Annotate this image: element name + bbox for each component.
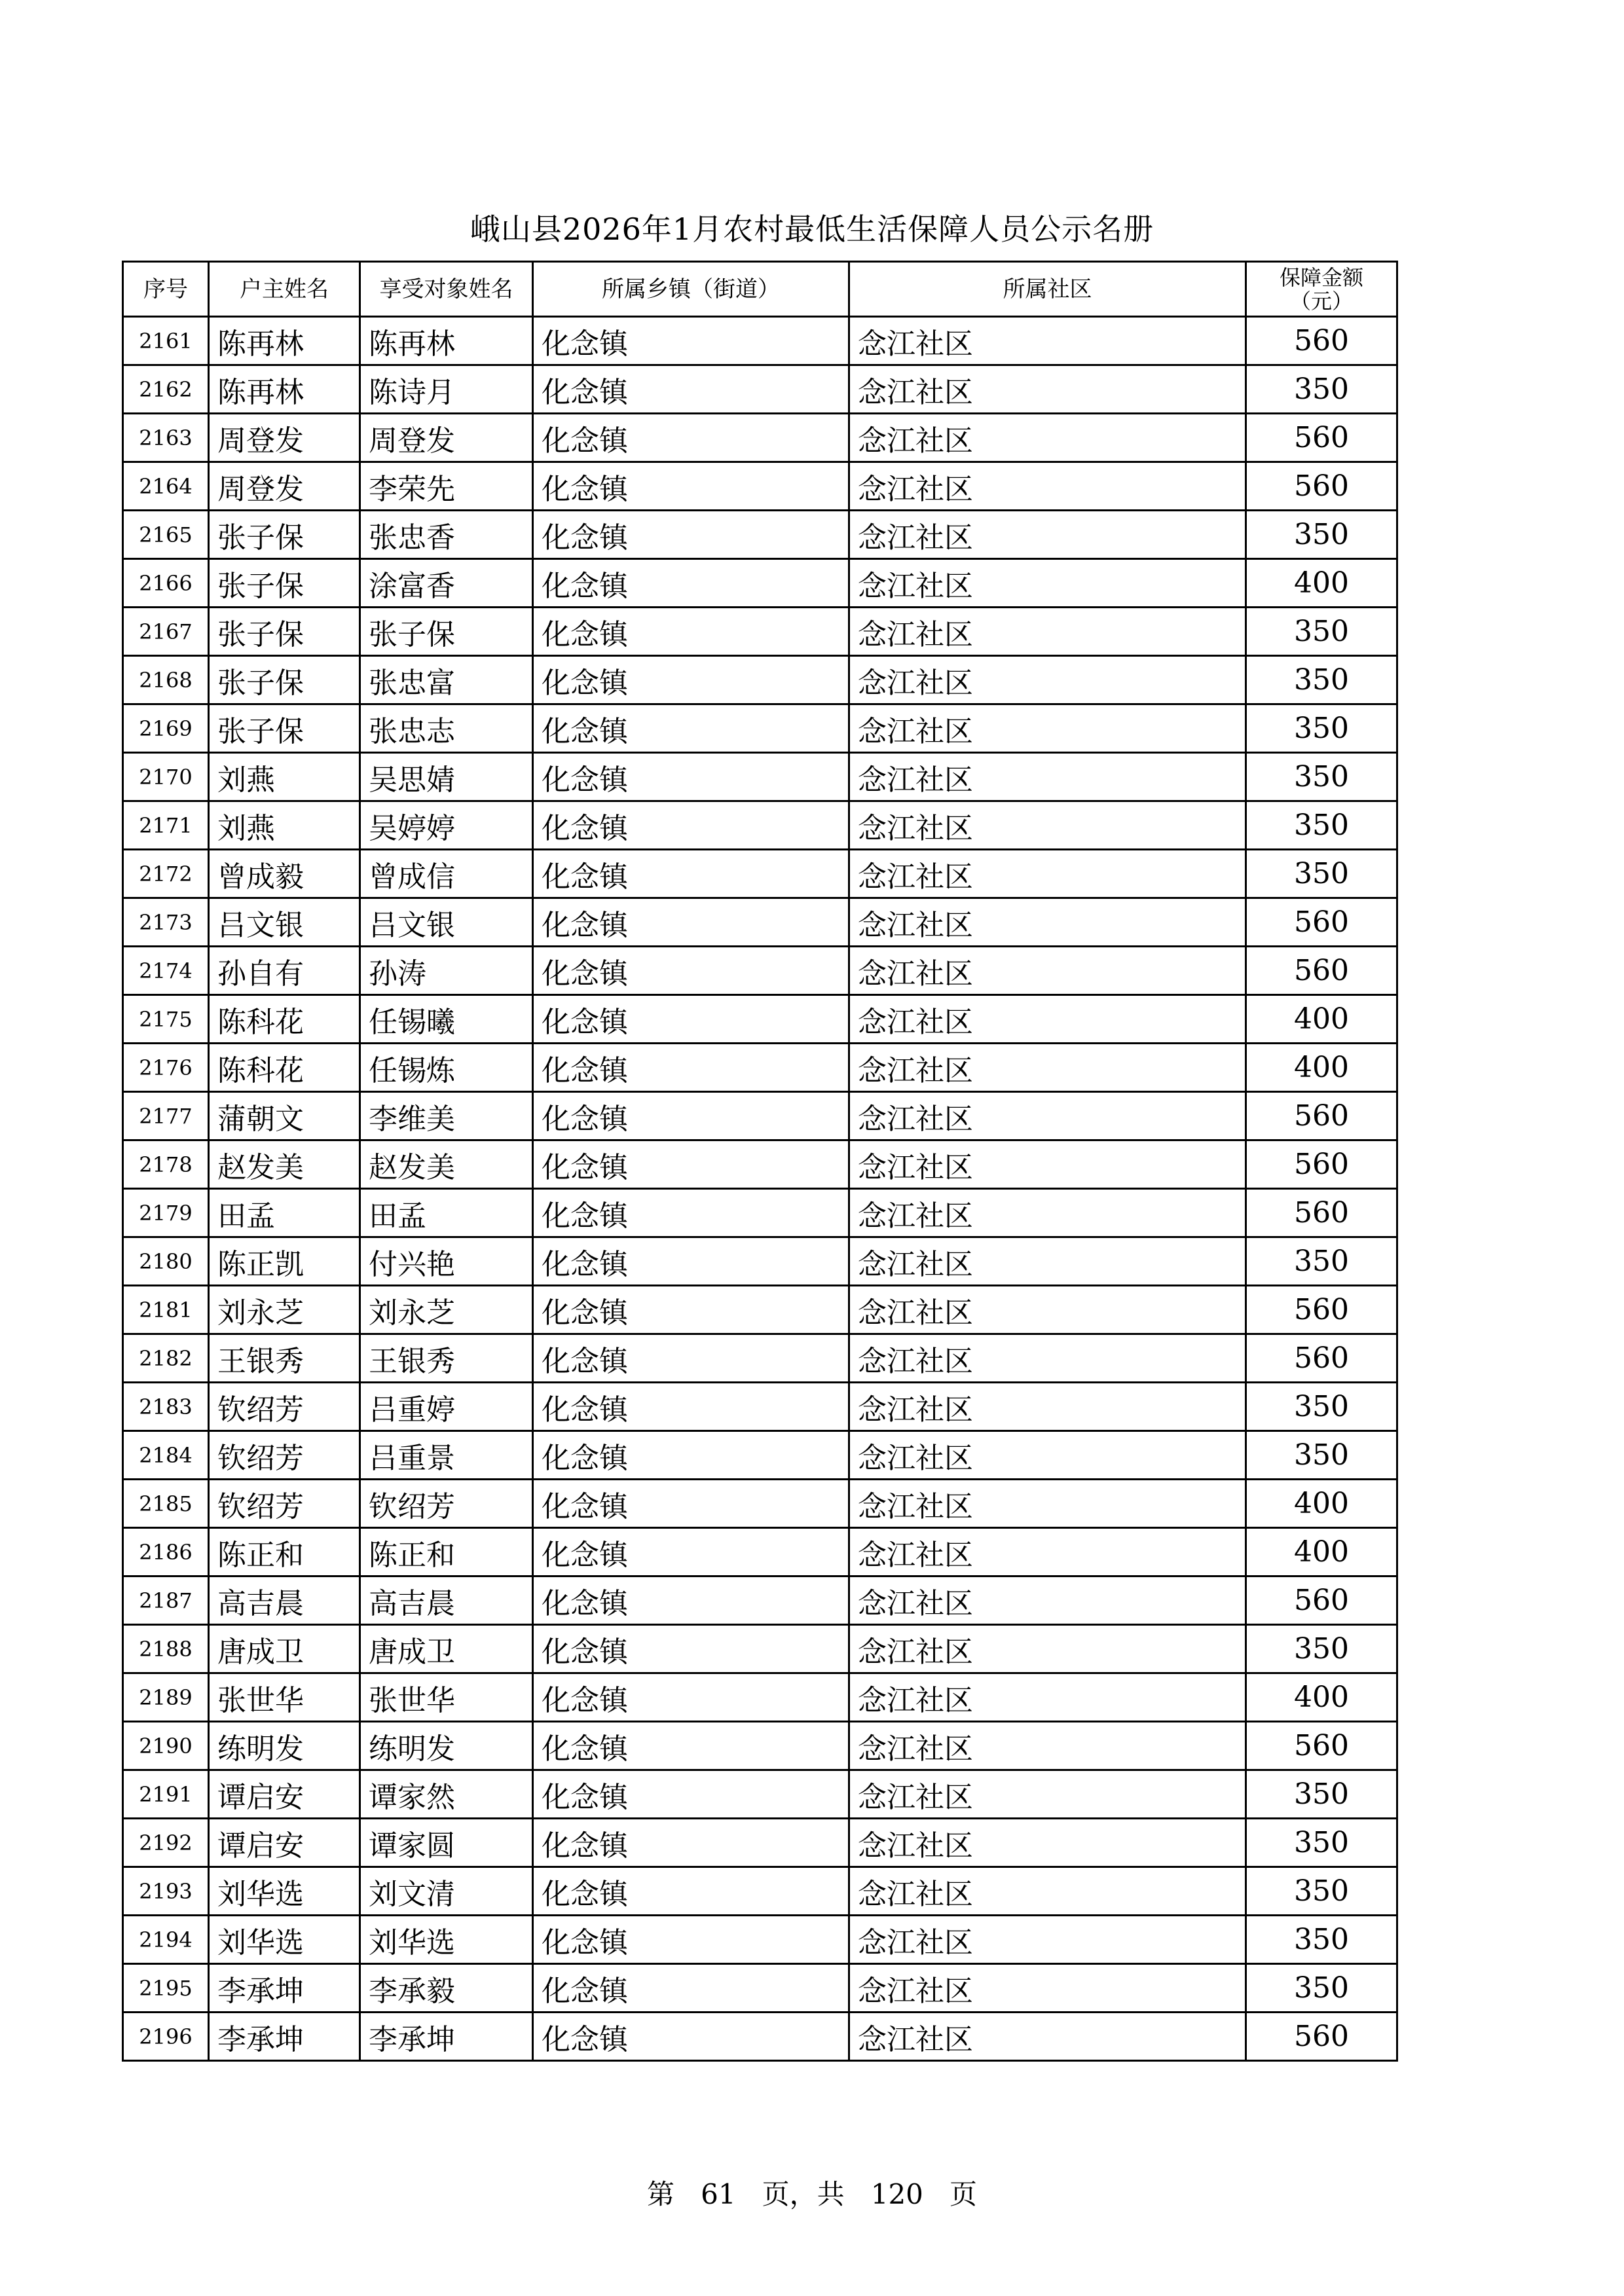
header-seq: 序号 <box>123 262 209 317</box>
table-row <box>123 1237 1397 1286</box>
cell-community: 念江社区 <box>849 753 1246 801</box>
cell-beneficiary: 张忠香 <box>360 511 533 559</box>
table-row <box>123 317 1397 365</box>
cell-town: 化念镇 <box>533 365 849 414</box>
table-row <box>123 1383 1397 1431</box>
cell-householder: 张子保 <box>209 656 360 704</box>
cell-amount: 560 <box>1246 2013 1397 2061</box>
cell-community: 念江社区 <box>849 608 1246 656</box>
cell-amount: 350 <box>1246 365 1397 414</box>
cell-community: 念江社区 <box>849 2013 1246 2061</box>
cell-beneficiary: 练明发 <box>360 1722 533 1770</box>
table-row <box>123 995 1397 1044</box>
cell-householder: 钦绍芳 <box>209 1383 360 1431</box>
cell-beneficiary: 李维美 <box>360 1092 533 1140</box>
cell-town: 化念镇 <box>533 1286 849 1334</box>
cell-seq: 2167 <box>123 608 209 656</box>
cell-community: 念江社区 <box>849 1383 1246 1431</box>
footer-prefix: 第 <box>647 2178 675 2210</box>
table-row <box>123 1964 1397 2013</box>
cell-beneficiary: 吕重婷 <box>360 1383 533 1431</box>
cell-amount: 350 <box>1246 704 1397 753</box>
table-row <box>123 2013 1397 2061</box>
cell-beneficiary: 高吉晨 <box>360 1576 533 1625</box>
header-community: 所属社区 <box>849 262 1246 317</box>
cell-amount: 560 <box>1246 898 1397 947</box>
cell-town: 化念镇 <box>533 995 849 1044</box>
table-row <box>123 704 1397 753</box>
cell-seq: 2176 <box>123 1044 209 1092</box>
cell-seq: 2165 <box>123 511 209 559</box>
cell-town: 化念镇 <box>533 801 849 850</box>
cell-community: 念江社区 <box>849 1237 1246 1286</box>
cell-amount: 560 <box>1246 1140 1397 1189</box>
cell-community: 念江社区 <box>849 1916 1246 1964</box>
cell-seq: 2184 <box>123 1431 209 1480</box>
cell-town: 化念镇 <box>533 1431 849 1480</box>
table-row <box>123 1334 1397 1383</box>
cell-seq: 2166 <box>123 559 209 608</box>
cell-town: 化念镇 <box>533 414 849 462</box>
table-row <box>123 365 1397 414</box>
cell-community: 念江社区 <box>849 1189 1246 1237</box>
cell-community: 念江社区 <box>849 559 1246 608</box>
cell-householder: 刘华选 <box>209 1916 360 1964</box>
cell-amount: 560 <box>1246 1722 1397 1770</box>
cell-householder: 陈科花 <box>209 1044 360 1092</box>
table-row <box>123 1528 1397 1576</box>
cell-householder: 孙自有 <box>209 947 360 995</box>
cell-householder: 陈科花 <box>209 995 360 1044</box>
cell-beneficiary: 刘永芝 <box>360 1286 533 1334</box>
cell-amount: 350 <box>1246 608 1397 656</box>
cell-beneficiary: 任锡曦 <box>360 995 533 1044</box>
table-header <box>123 262 1397 317</box>
cell-community: 念江社区 <box>849 1044 1246 1092</box>
cell-beneficiary: 吕文银 <box>360 898 533 947</box>
cell-beneficiary: 张世华 <box>360 1673 533 1722</box>
cell-householder: 谭启安 <box>209 1819 360 1867</box>
cell-householder: 陈再林 <box>209 317 360 365</box>
cell-seq: 2183 <box>123 1383 209 1431</box>
table-row <box>123 1576 1397 1625</box>
cell-seq: 2185 <box>123 1480 209 1528</box>
cell-seq: 2188 <box>123 1625 209 1673</box>
cell-town: 化念镇 <box>533 1770 849 1819</box>
cell-householder: 王银秀 <box>209 1334 360 1383</box>
cell-community: 念江社区 <box>849 414 1246 462</box>
cell-community: 念江社区 <box>849 898 1246 947</box>
cell-community: 念江社区 <box>849 1819 1246 1867</box>
cell-town: 化念镇 <box>533 1576 849 1625</box>
cell-seq: 2163 <box>123 414 209 462</box>
cell-beneficiary: 赵发美 <box>360 1140 533 1189</box>
cell-community: 念江社区 <box>849 947 1246 995</box>
cell-householder: 陈再林 <box>209 365 360 414</box>
cell-beneficiary: 周登发 <box>360 414 533 462</box>
table-row <box>123 850 1397 898</box>
cell-seq: 2181 <box>123 1286 209 1334</box>
cell-community: 念江社区 <box>849 1673 1246 1722</box>
cell-beneficiary: 张子保 <box>360 608 533 656</box>
table-row <box>123 1819 1397 1867</box>
cell-town: 化念镇 <box>533 1140 849 1189</box>
cell-town: 化念镇 <box>533 1673 849 1722</box>
table-row <box>123 559 1397 608</box>
cell-householder: 李承坤 <box>209 1964 360 2013</box>
roster-table <box>122 261 1398 2062</box>
cell-beneficiary: 付兴艳 <box>360 1237 533 1286</box>
footer-middle: 页，共 <box>762 2178 845 2210</box>
cell-town: 化念镇 <box>533 656 849 704</box>
cell-seq: 2187 <box>123 1576 209 1625</box>
cell-seq: 2192 <box>123 1819 209 1867</box>
cell-beneficiary: 张忠志 <box>360 704 533 753</box>
cell-seq: 2177 <box>123 1092 209 1140</box>
header-amount-unit: （元） <box>1289 288 1353 314</box>
cell-seq: 2182 <box>123 1334 209 1383</box>
cell-householder: 钦绍芳 <box>209 1480 360 1528</box>
cell-community: 念江社区 <box>849 1770 1246 1819</box>
cell-householder: 张子保 <box>209 511 360 559</box>
cell-householder: 钦绍芳 <box>209 1431 360 1480</box>
cell-community: 念江社区 <box>849 1334 1246 1383</box>
cell-beneficiary: 谭家然 <box>360 1770 533 1819</box>
cell-seq: 2194 <box>123 1916 209 1964</box>
cell-seq: 2164 <box>123 462 209 511</box>
table-row <box>123 1286 1397 1334</box>
cell-town: 化念镇 <box>533 753 849 801</box>
cell-amount: 560 <box>1246 1189 1397 1237</box>
footer-total-pages: 120 <box>870 2178 923 2210</box>
table-row <box>123 1140 1397 1189</box>
cell-amount: 350 <box>1246 1625 1397 1673</box>
table-row <box>123 511 1397 559</box>
cell-seq: 2172 <box>123 850 209 898</box>
cell-amount: 560 <box>1246 414 1397 462</box>
cell-amount: 560 <box>1246 947 1397 995</box>
cell-beneficiary: 吕重景 <box>360 1431 533 1480</box>
cell-community: 念江社区 <box>849 1964 1246 2013</box>
cell-householder: 刘永芝 <box>209 1286 360 1334</box>
table-row <box>123 656 1397 704</box>
cell-town: 化念镇 <box>533 1044 849 1092</box>
cell-beneficiary: 刘华选 <box>360 1916 533 1964</box>
cell-community: 念江社区 <box>849 317 1246 365</box>
cell-householder: 张世华 <box>209 1673 360 1722</box>
page-footer <box>0 2175 1624 2214</box>
cell-beneficiary: 王银秀 <box>360 1334 533 1383</box>
cell-householder: 张子保 <box>209 608 360 656</box>
cell-community: 念江社区 <box>849 511 1246 559</box>
cell-community: 念江社区 <box>849 365 1246 414</box>
cell-amount: 560 <box>1246 1286 1397 1334</box>
cell-community: 念江社区 <box>849 1867 1246 1916</box>
table-row <box>123 608 1397 656</box>
table-row <box>123 1770 1397 1819</box>
header-town: 所属乡镇（街道） <box>533 262 849 317</box>
table-row <box>123 1916 1397 1964</box>
cell-town: 化念镇 <box>533 1334 849 1383</box>
table-row <box>123 1044 1397 1092</box>
cell-town: 化念镇 <box>533 317 849 365</box>
cell-town: 化念镇 <box>533 1480 849 1528</box>
cell-community: 念江社区 <box>849 1722 1246 1770</box>
table-row <box>123 753 1397 801</box>
cell-seq: 2168 <box>123 656 209 704</box>
table-row <box>123 1673 1397 1722</box>
cell-seq: 2180 <box>123 1237 209 1286</box>
cell-beneficiary: 李承毅 <box>360 1964 533 2013</box>
cell-town: 化念镇 <box>533 947 849 995</box>
cell-town: 化念镇 <box>533 1092 849 1140</box>
table-row <box>123 947 1397 995</box>
cell-householder: 练明发 <box>209 1722 360 1770</box>
cell-seq: 2186 <box>123 1528 209 1576</box>
cell-householder: 蒲朝文 <box>209 1092 360 1140</box>
cell-amount: 350 <box>1246 850 1397 898</box>
cell-householder: 刘华选 <box>209 1867 360 1916</box>
cell-beneficiary: 钦绍芳 <box>360 1480 533 1528</box>
cell-amount: 350 <box>1246 1819 1397 1867</box>
cell-community: 念江社区 <box>849 656 1246 704</box>
cell-beneficiary: 李荣先 <box>360 462 533 511</box>
cell-householder: 周登发 <box>209 462 360 511</box>
cell-community: 念江社区 <box>849 462 1246 511</box>
cell-beneficiary: 陈诗月 <box>360 365 533 414</box>
cell-town: 化念镇 <box>533 850 849 898</box>
header-amount-label: 保障金额 <box>1279 264 1363 290</box>
cell-beneficiary: 陈再林 <box>360 317 533 365</box>
cell-householder: 高吉晨 <box>209 1576 360 1625</box>
cell-householder: 唐成卫 <box>209 1625 360 1673</box>
cell-amount: 560 <box>1246 317 1397 365</box>
cell-town: 化念镇 <box>533 559 849 608</box>
cell-householder: 张子保 <box>209 704 360 753</box>
cell-community: 念江社区 <box>849 704 1246 753</box>
table-row <box>123 1092 1397 1140</box>
cell-community: 念江社区 <box>849 1480 1246 1528</box>
cell-amount: 350 <box>1246 1237 1397 1286</box>
cell-community: 念江社区 <box>849 1431 1246 1480</box>
cell-seq: 2169 <box>123 704 209 753</box>
cell-town: 化念镇 <box>533 1237 849 1286</box>
cell-householder: 陈正和 <box>209 1528 360 1576</box>
table-row <box>123 414 1397 462</box>
header-amount <box>1246 262 1397 317</box>
cell-amount: 400 <box>1246 559 1397 608</box>
cell-seq: 2178 <box>123 1140 209 1189</box>
cell-beneficiary: 刘文清 <box>360 1867 533 1916</box>
table-body <box>123 317 1397 2061</box>
header-householder: 户主姓名 <box>209 262 360 317</box>
cell-householder: 陈正凯 <box>209 1237 360 1286</box>
cell-town: 化念镇 <box>533 2013 849 2061</box>
cell-amount: 350 <box>1246 1383 1397 1431</box>
cell-town: 化念镇 <box>533 1964 849 2013</box>
cell-amount: 350 <box>1246 1867 1397 1916</box>
cell-beneficiary: 涂富香 <box>360 559 533 608</box>
cell-householder: 曾成毅 <box>209 850 360 898</box>
cell-community: 念江社区 <box>849 995 1246 1044</box>
cell-householder: 李承坤 <box>209 2013 360 2061</box>
cell-amount: 350 <box>1246 753 1397 801</box>
cell-beneficiary: 唐成卫 <box>360 1625 533 1673</box>
cell-amount: 350 <box>1246 511 1397 559</box>
table-row <box>123 1722 1397 1770</box>
cell-town: 化念镇 <box>533 1916 849 1964</box>
cell-amount: 400 <box>1246 1673 1397 1722</box>
cell-town: 化念镇 <box>533 1722 849 1770</box>
footer-suffix: 页 <box>949 2178 977 2210</box>
cell-amount: 400 <box>1246 1480 1397 1528</box>
cell-town: 化念镇 <box>533 608 849 656</box>
cell-beneficiary: 吴婷婷 <box>360 801 533 850</box>
table-row <box>123 1867 1397 1916</box>
footer-current-page: 61 <box>701 2178 736 2210</box>
cell-seq: 2171 <box>123 801 209 850</box>
cell-seq: 2193 <box>123 1867 209 1916</box>
cell-community: 念江社区 <box>849 1576 1246 1625</box>
cell-town: 化念镇 <box>533 704 849 753</box>
table-row <box>123 462 1397 511</box>
cell-seq: 2190 <box>123 1722 209 1770</box>
header-row <box>123 262 1397 317</box>
cell-community: 念江社区 <box>849 1140 1246 1189</box>
cell-amount: 350 <box>1246 1916 1397 1964</box>
cell-householder: 赵发美 <box>209 1140 360 1189</box>
cell-beneficiary: 张忠富 <box>360 656 533 704</box>
cell-seq: 2174 <box>123 947 209 995</box>
cell-amount: 560 <box>1246 1576 1397 1625</box>
cell-seq: 2170 <box>123 753 209 801</box>
cell-amount: 400 <box>1246 995 1397 1044</box>
cell-householder: 田孟 <box>209 1189 360 1237</box>
table-row <box>123 801 1397 850</box>
cell-seq: 2189 <box>123 1673 209 1722</box>
cell-community: 念江社区 <box>849 1528 1246 1576</box>
cell-town: 化念镇 <box>533 1383 849 1431</box>
cell-seq: 2195 <box>123 1964 209 2013</box>
table-row <box>123 1480 1397 1528</box>
cell-amount: 400 <box>1246 1528 1397 1576</box>
cell-community: 念江社区 <box>849 801 1246 850</box>
cell-householder: 张子保 <box>209 559 360 608</box>
cell-seq: 2162 <box>123 365 209 414</box>
cell-householder: 周登发 <box>209 414 360 462</box>
cell-seq: 2161 <box>123 317 209 365</box>
cell-seq: 2191 <box>123 1770 209 1819</box>
table-row <box>123 1189 1397 1237</box>
cell-amount: 350 <box>1246 1431 1397 1480</box>
table-row <box>123 1431 1397 1480</box>
cell-beneficiary: 孙涛 <box>360 947 533 995</box>
cell-town: 化念镇 <box>533 511 849 559</box>
cell-town: 化念镇 <box>533 462 849 511</box>
cell-amount: 560 <box>1246 1092 1397 1140</box>
cell-community: 念江社区 <box>849 850 1246 898</box>
cell-beneficiary: 谭家圆 <box>360 1819 533 1867</box>
table-row <box>123 1625 1397 1673</box>
cell-community: 念江社区 <box>849 1092 1246 1140</box>
cell-seq: 2179 <box>123 1189 209 1237</box>
cell-town: 化念镇 <box>533 1625 849 1673</box>
cell-amount: 400 <box>1246 1044 1397 1092</box>
cell-householder: 吕文银 <box>209 898 360 947</box>
cell-amount: 560 <box>1246 1334 1397 1383</box>
cell-beneficiary: 陈正和 <box>360 1528 533 1576</box>
cell-householder: 刘燕 <box>209 753 360 801</box>
cell-amount: 350 <box>1246 656 1397 704</box>
cell-seq: 2196 <box>123 2013 209 2061</box>
cell-town: 化念镇 <box>533 898 849 947</box>
cell-town: 化念镇 <box>533 1819 849 1867</box>
cell-beneficiary: 曾成信 <box>360 850 533 898</box>
cell-community: 念江社区 <box>849 1625 1246 1673</box>
cell-community: 念江社区 <box>849 1286 1246 1334</box>
cell-beneficiary: 田孟 <box>360 1189 533 1237</box>
cell-amount: 350 <box>1246 801 1397 850</box>
page-title: 峨山县2026年1月农村最低生活保障人员公示名册 <box>470 211 1154 247</box>
cell-town: 化念镇 <box>533 1867 849 1916</box>
cell-town: 化念镇 <box>533 1528 849 1576</box>
table-row <box>123 898 1397 947</box>
cell-seq: 2175 <box>123 995 209 1044</box>
cell-householder: 谭启安 <box>209 1770 360 1819</box>
cell-householder: 刘燕 <box>209 801 360 850</box>
header-beneficiary: 享受对象姓名 <box>360 262 533 317</box>
cell-beneficiary: 吴思婧 <box>360 753 533 801</box>
cell-amount: 350 <box>1246 1964 1397 2013</box>
cell-amount: 560 <box>1246 462 1397 511</box>
cell-amount: 350 <box>1246 1770 1397 1819</box>
cell-beneficiary: 任锡炼 <box>360 1044 533 1092</box>
cell-seq: 2173 <box>123 898 209 947</box>
cell-beneficiary: 李承坤 <box>360 2013 533 2061</box>
cell-town: 化念镇 <box>533 1189 849 1237</box>
